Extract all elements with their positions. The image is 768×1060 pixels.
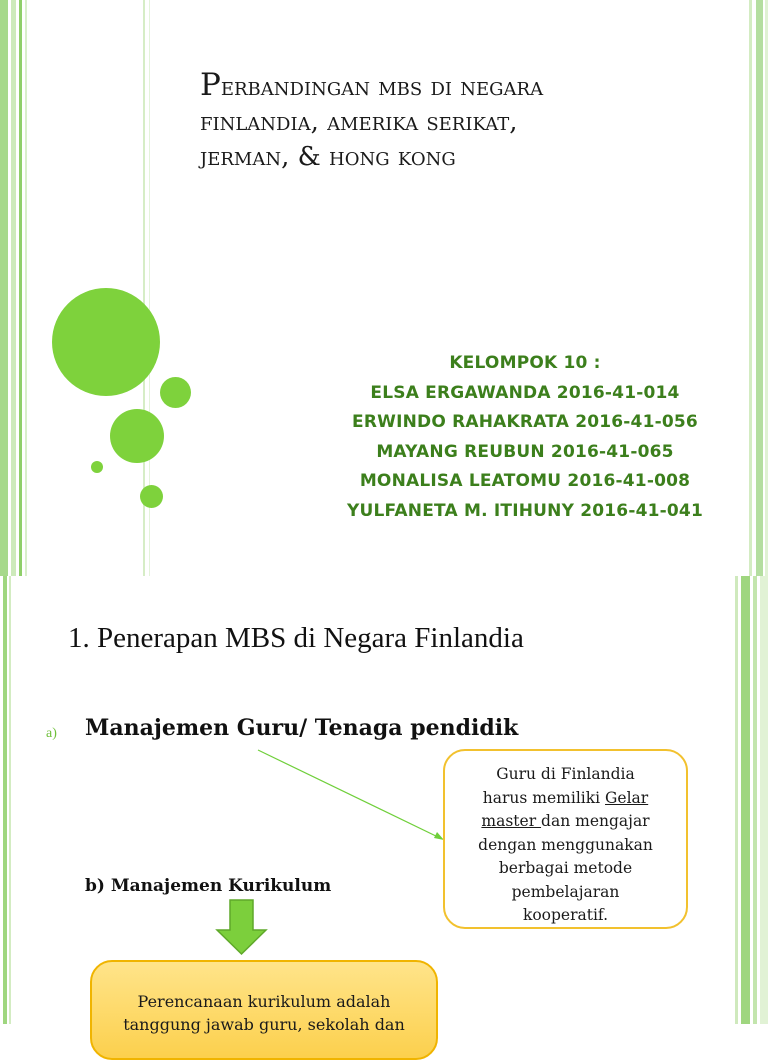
guru-line-2-pre: harus memiliki (482, 788, 606, 807)
stripe-decoration (11, 0, 16, 576)
slide2-title: 1. Penerapan MBS di Negara Finlandia (68, 622, 524, 654)
guru-line-6: pembelajaran (511, 882, 620, 901)
guru-line-4: dengan menggunakan (478, 835, 653, 854)
stripe-decoration (756, 0, 763, 576)
heading-manajemen-guru: Manajemen Guru/ Tenaga pendidik (85, 715, 519, 741)
slide-title-text (200, 68, 720, 175)
guru-info-box (443, 749, 688, 929)
title-first-letter: P (200, 67, 221, 103)
bullet-a: a) (46, 726, 57, 741)
guru-line-5: berbagai metode (498, 859, 633, 877)
title-line-1-rest: erbandingan mbs di negara (220, 72, 544, 102)
guru-line-1: Guru di Finlandia (496, 765, 635, 783)
guru-line-3-underlined: master (481, 812, 542, 830)
guru-line-3-post: dan mengajar (541, 812, 650, 830)
guru-line-7: kooperatif. (522, 906, 609, 924)
member-3: MAYANG REUBUN 2016-41-065 (376, 441, 674, 462)
decorative-circle (110, 409, 164, 463)
heading-manajemen-kurikulum: b) Manajemen Kurikulum (85, 876, 332, 896)
title-line-2: finlandia, amerika serikat, (200, 107, 518, 137)
kurikulum-line-1: Perencanaan kurikulum adalah (137, 992, 391, 1011)
member-4: MONALISA LEATOMU 2016-41-008 (359, 471, 691, 491)
member-5: YULFANETA M. ITIHUNY 2016-41-041 (347, 500, 703, 521)
stripe-decoration (0, 0, 8, 576)
kurikulum-info-box (90, 960, 438, 1060)
member-1: ELSA ERGAWANDA 2016-41-014 (370, 382, 680, 403)
guru-line-2-underlined: Gelar (605, 788, 649, 807)
stripe-decoration (25, 0, 27, 576)
decorative-circle (140, 485, 163, 508)
stripe-decoration (749, 0, 752, 576)
stripe-decoration (19, 0, 22, 576)
group-members (340, 349, 710, 526)
kurikulum-line-2: tanggung jawab guru, sekolah dan (123, 1015, 405, 1034)
title-line-3: jerman, & hong kong (200, 142, 456, 172)
decorative-circle (91, 461, 103, 473)
title-line-1 (200, 68, 720, 105)
group-label: KELOMPOK 10 : (449, 353, 601, 373)
decorative-circle-large (52, 288, 160, 396)
slide-finlandia (0, 576, 768, 1034)
member-2: ERWINDO RAHAKRATA 2016-41-056 (352, 412, 698, 432)
decorative-circle (160, 377, 191, 408)
